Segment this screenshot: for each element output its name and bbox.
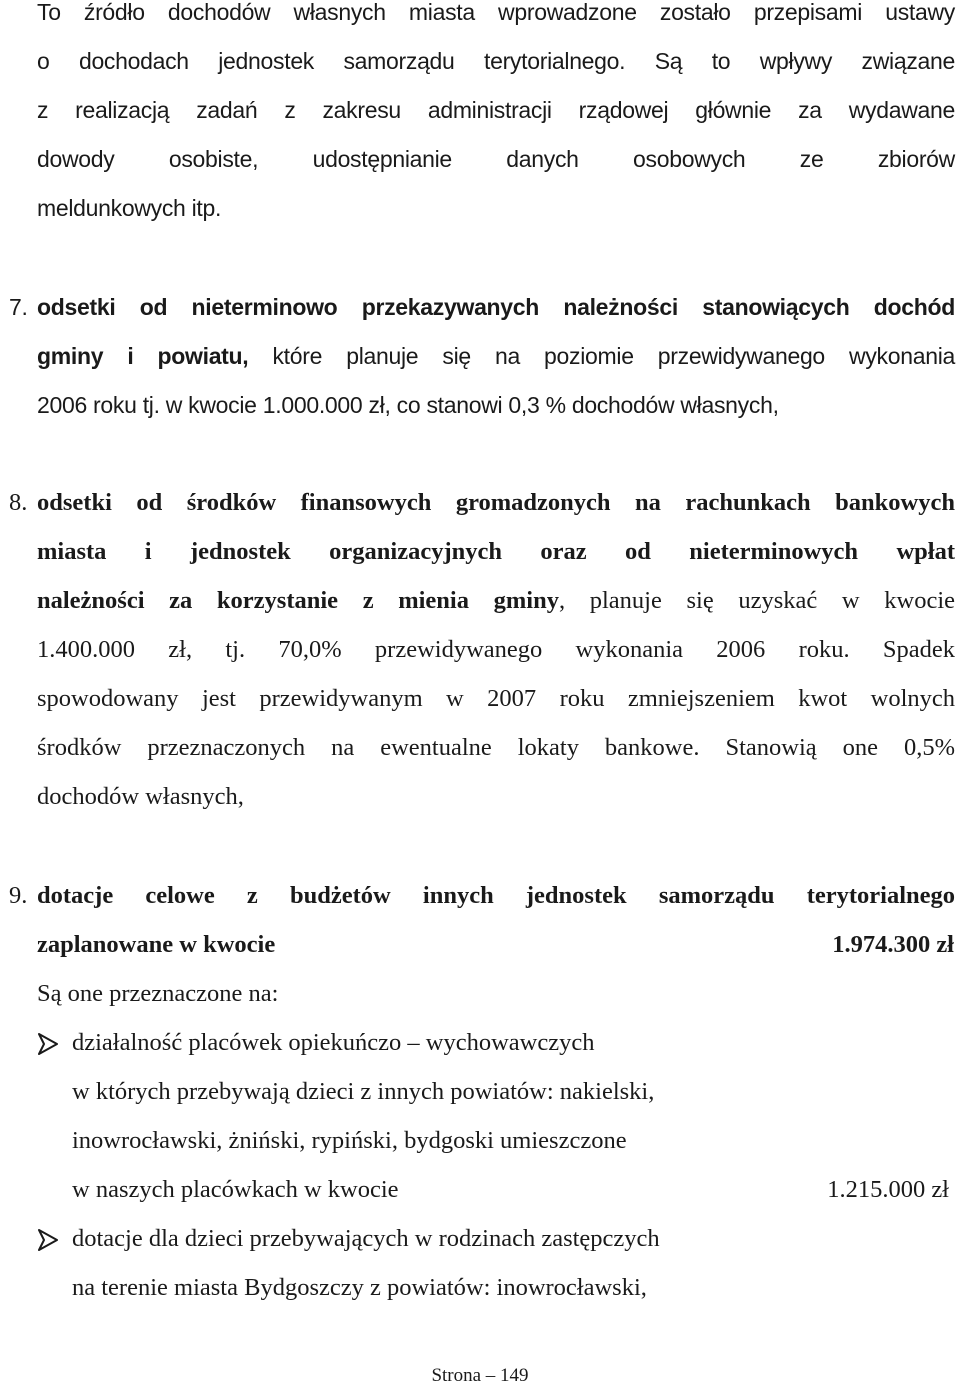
item-7-line-2	[37, 341, 955, 371]
item-8-line-2: miasta i jednostek organizacyjnych oraz od nieterminowych wpłat	[37, 538, 955, 565]
bullet-1-amount: 1.215.000 zł	[827, 1176, 949, 1203]
intro-line-4: dowody osobiste, udostępnianie danych osobowych ze zbiorów	[37, 146, 955, 172]
item-9-number: 9.	[9, 882, 28, 909]
item-8-line-6: środków przeznaczonych na ewentualne lokaty bankowe. Stanowią one 0,5%	[37, 734, 955, 761]
item-7-number: 7.	[9, 294, 28, 320]
intro-line-3: z realizacją zadań z zakresu administracji rządowej głównie za wydawane	[37, 97, 955, 123]
arrow-bullet-icon	[37, 1229, 59, 1251]
arrow-bullet-icon	[37, 1033, 59, 1055]
item-8-line-1: odsetki od środków finansowych gromadzonych na rachunkach bankowych	[37, 489, 955, 516]
item-7-bold-text: gminy i powiatu,	[37, 343, 249, 369]
item-7-line-2-text: które planuje się na poziomie przewidywanego wykonania	[248, 343, 955, 369]
page-number-footer: Strona – 149	[431, 1365, 529, 1386]
intro-line-5: meldunkowych itp.	[37, 195, 222, 221]
intro-line-2: o dochodach jednostek samorządu terytorialnego. Są to wpływy związane	[37, 48, 955, 74]
bullet-1-line-3: inowrocławski, żniński, rypiński, bydgoski umieszczone	[72, 1127, 627, 1154]
intro-line-1: To źródło dochodów własnych miasta wprowadzone zostało przepisami ustawy	[37, 0, 955, 25]
item-8-line-7: dochodów własnych,	[37, 783, 244, 810]
item-8-line-3	[37, 586, 955, 616]
bullet-1-line-1: działalność placówek opiekuńczo – wychowawczych	[72, 1029, 595, 1056]
bullet-1-line-4: w naszych placówkach w kwocie	[72, 1176, 399, 1203]
item-9-line-2: zaplanowane w kwocie	[37, 931, 276, 958]
item-7-line-1: odsetki od nieterminowo przekazywanych należności stanowiących dochód	[37, 294, 955, 320]
bullet-2-line-1: dotacje dla dzieci przebywających w rodzinach zastępczych	[72, 1225, 660, 1252]
bullet-1-line-2: w których przebywają dzieci z innych powiatów: nakielski,	[72, 1078, 655, 1105]
item-9-amount: 1.974.300 zł	[832, 931, 954, 958]
item-9-line-1: dotacje celowe z budżetów innych jednostek samorządu terytorialnego	[37, 882, 955, 909]
item-8-line-3-text: , planuje się uzyskać w kwocie	[558, 587, 955, 614]
item-8-line-4: 1.400.000 zł, tj. 70,0% przewidywanego wykonania 2006 roku. Spadek	[37, 636, 955, 663]
bullet-2-line-2: na terenie miasta Bydgoszczy z powiatów: inowrocławski,	[72, 1274, 647, 1301]
item-8-bold-text: należności za korzystanie z mienia gminy	[37, 587, 559, 614]
item-9-intro: Są one przeznaczone na:	[37, 980, 279, 1007]
item-7-line-3: 2006 roku tj. w kwocie 1.000.000 zł, co stanowi 0,3 % dochodów własnych,	[37, 392, 779, 418]
item-8-line-5: spowodowany jest przewidywanym w 2007 roku zmniejszeniem kwot wolnych	[37, 685, 955, 712]
item-8-number: 8.	[9, 489, 28, 516]
